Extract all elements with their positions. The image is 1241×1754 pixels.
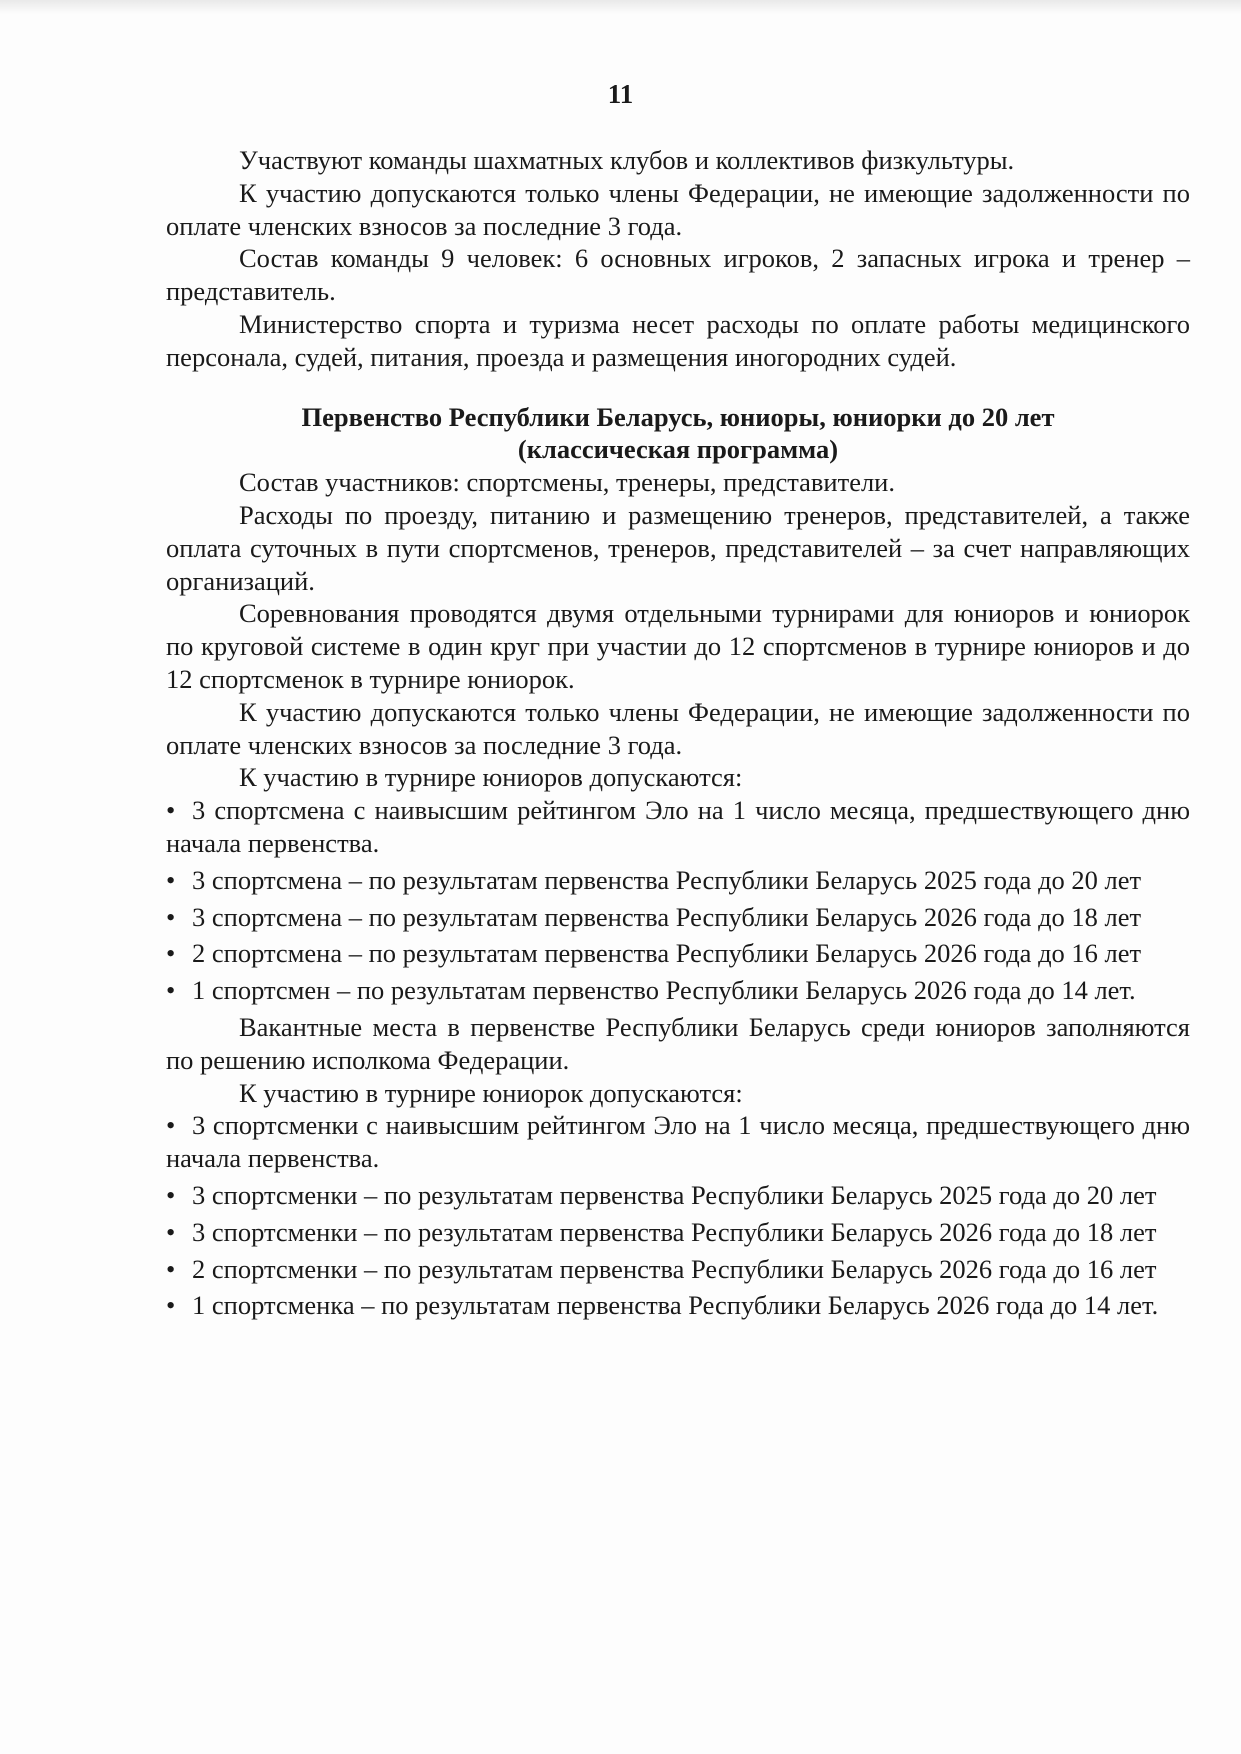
juniorki-list-item: • 3 спортсменки – по результатам первенства Республики Беларусь 2026 года до 18 лет — [166, 1216, 1157, 1247]
juniorki-list-item: • 1 спортсменка – по результатам первенства Республики Беларусь 2026 года до 14 лет. — [166, 1290, 1159, 1321]
juniors-list-item: • 3 спортсмена – по результатам первенства Республики Беларусь 2025 года до 20 лет — [166, 864, 1142, 895]
juniorki-list-item: • 2 спортсменки – по результатам первенства Республики Беларусь 2026 года до 16 лет — [166, 1253, 1157, 1284]
vacant-places-paragraph: Вакантные места в первенстве Республики Беларусь среди юниоров заполняются по решению исполкома Федерации. — [166, 1011, 1190, 1075]
bullet-icon: • — [166, 901, 176, 932]
expenses-paragraph: Расходы по проезду, питанию и размещению тренеров, представителей, а также оплата суточных в пути спортсменов, тренеров, представителей – за счет направляющих организаций. — [166, 499, 1190, 596]
section-heading-line-2: (классическая программа) — [517, 434, 839, 465]
bullet-icon: • — [166, 795, 176, 826]
eligibility-paragraph: К участию допускаются только члены Федерации, не имеющие задолженности по оплате членских взносов за последние 3 года. — [166, 696, 1190, 760]
bullet-icon: • — [166, 1216, 176, 1247]
bullet-icon: • — [166, 1110, 176, 1141]
format-paragraph: Соревнования проводятся двумя отдельными турнирами для юниоров и юниорок по круговой системе в один круг при участии до 12 спортсменов в турнире юниоров и до 12 спортсменок в турнире юниорок. — [166, 598, 1190, 694]
section-heading-line-1: Первенство Республики Беларусь, юниоры, юниорки до 20 лет — [301, 401, 1055, 432]
bullet-icon: • — [166, 975, 176, 1006]
page-body — [166, 144, 1190, 1322]
juniorki-intro: К участию в турнире юниорок допускаются: — [239, 1077, 743, 1108]
section-heading — [166, 401, 1190, 467]
juniorki-list-item: • 3 спортсменки с наивысшим рейтингом Эло на 1 число месяца, предшествующего дню начала первенства. — [166, 1110, 1190, 1174]
bullet-icon: • — [166, 1179, 176, 1210]
intro-paragraph-4: Министерство спорта и туризма несет расходы по оплате работы медицинского персонала, судей, питания, проезда и размещения иногородних судей. — [166, 308, 1190, 372]
intro-paragraph-2: К участию допускаются только члены Федерации, не имеющие задолженности по оплате членских взносов за последние 3 года. — [166, 177, 1190, 241]
juniors-list-item: • 3 спортсмена – по результатам первенства Республики Беларусь 2026 года до 18 лет — [166, 901, 1142, 932]
participants-paragraph: Состав участников: спортсмены, тренеры, представители. — [239, 467, 895, 498]
page-number: 11 — [607, 79, 634, 109]
intro-paragraph-3: Состав команды 9 человек: 6 основных игроков, 2 запасных игрока и тренер – представитель. — [166, 243, 1190, 307]
juniorki-list-item: • 3 спортсменки – по результатам первенства Республики Беларусь 2025 года до 20 лет — [166, 1179, 1157, 1210]
juniors-list-item: • 2 спортсмена – по результатам первенства Республики Беларусь 2026 года до 16 лет — [166, 938, 1142, 969]
bullet-icon: • — [166, 1253, 176, 1284]
bullet-icon: • — [166, 864, 176, 895]
bullet-icon: • — [166, 938, 176, 969]
juniors-list-item: • 1 спортсмен – по результатам первенство Республики Беларусь 2026 года до 14 лет. — [166, 975, 1136, 1006]
intro-paragraph-1: Участвуют команды шахматных клубов и коллективов физкультуры. — [239, 145, 1015, 175]
juniors-list-item: • 3 спортсмена с наивысшим рейтингом Эло на 1 число месяца, предшествующего дню начала первенства. — [166, 795, 1190, 858]
bullet-icon: • — [166, 1290, 176, 1321]
juniors-intro: К участию в турнире юниоров допускаются: — [239, 762, 743, 793]
